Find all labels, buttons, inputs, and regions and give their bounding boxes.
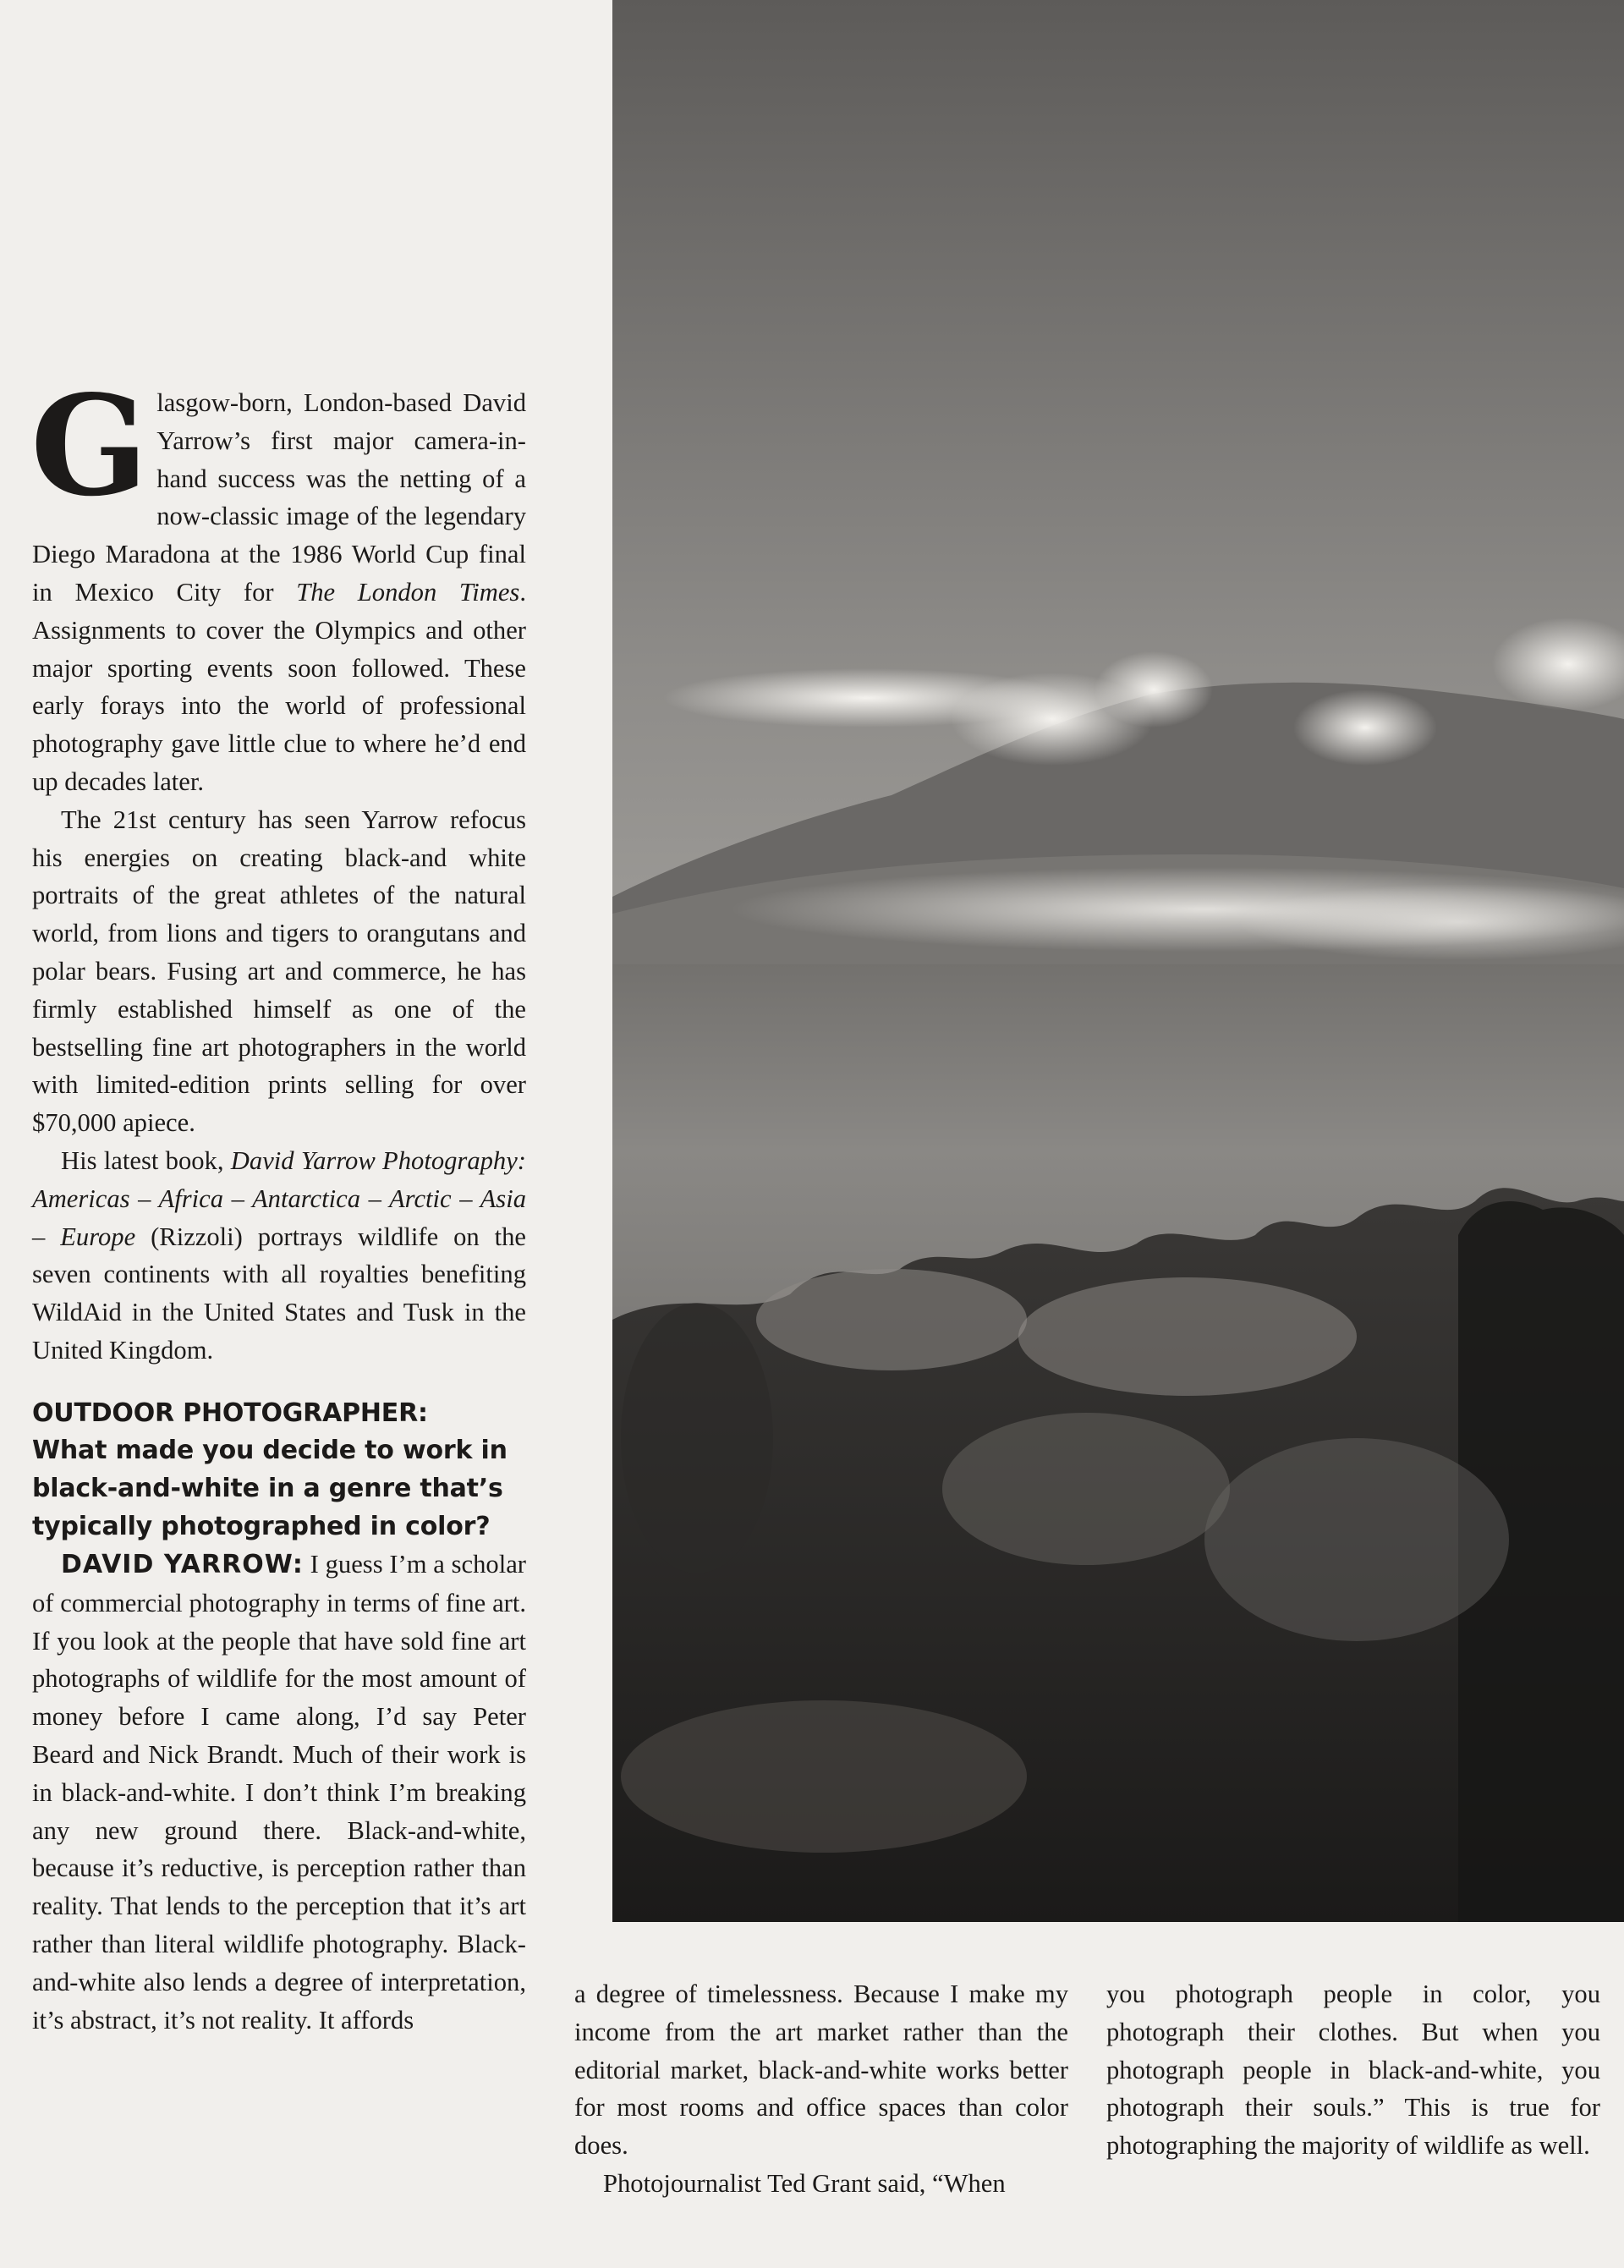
- answer-text-col3: you photograph people in color, you photograph their clothes. But when you photograph people in black-and-white, you photograph their souls.” This is true for photographing the majority of wildlife as well.: [1106, 1980, 1600, 2161]
- article-column-2: [574, 1975, 1068, 2203]
- intro-text: lasgow-born, London-based David Yarrow’s first major camera-in-hand success was the netting of a now-classic image of the legendary Diego Maradona at the 1986 World Cup final in Mexico City for: [32, 388, 526, 607]
- answer-text-col1: I guess I’m a scholar of commercial photography in terms of fine art. If you look at the people that have sold fine art photographs of wildlife for the most amount of money before I came along, I’d say Peter Beard and Nick Brandt. Much of their work is in black-and-white. I don’t think I’m breaking any new ground there. Black-and-white, because it’s reductive, is perception rather than reality. That lends to the perception that it’s art rather than literal wildlife photography. Black-and-white also lends a degree of interpretation, it’s abstract, it’s not reality. It affords: [32, 1550, 526, 2035]
- paragraph-3-start: His latest book,: [61, 1145, 231, 1175]
- paragraph-2: The 21st century has seen Yarrow refocus his energies on creating black-and white portraits of the great athletes of the natural world, from lions and tigers to orangutans and polar bears. Fusing art and commerce, he has firmly established himself as one of the bestselling fine art photographers in the world with limited-edition prints selling for over $70,000 apiece.: [32, 805, 526, 1138]
- answer-speaker: DAVID YARROW:: [61, 1550, 304, 1580]
- interview-question: [32, 1395, 526, 2040]
- question-text: What made you decide to work in black-and-white in a genre that’s typically photographed in color?: [32, 1436, 508, 1541]
- answer-text-col2-para2: Photojournalist Ted Grant said, “When: [603, 2168, 1006, 2198]
- answer-paragraph: [32, 1546, 526, 2039]
- book-title: David Yarrow Photography: Americas – Africa – Antarctica – Arctic – Asia – Europe: [32, 1145, 526, 1251]
- mountain-bush-image: [612, 0, 1624, 1922]
- article-column-1: [30, 365, 526, 2039]
- paragraph-3: [32, 1142, 526, 1370]
- question-block: [32, 1395, 526, 1546]
- question-speaker: OUTDOOR PHOTOGRAPHER:: [32, 1398, 428, 1428]
- publication-title: The London Times: [296, 577, 520, 607]
- intro-paragraph: [30, 365, 526, 801]
- intro-text-end: . Assignments to cover the Olympics and other major sporting events soon followed. These early forays into the world of professional photography gave little clue to where he’d end up decades later.: [32, 577, 526, 796]
- article-column-3: [1106, 1975, 1600, 2165]
- answer-text-col2: a degree of timelessness. Because I make my income from the art market rather than the editorial market, black-and-white works better for most rooms and office spaces than color does.: [574, 1980, 1068, 2161]
- landscape-photo: [612, 0, 1624, 1922]
- paragraph-3-end: (Rizzoli) portrays wildlife on the seven continents with all royalties benefiting WildAid in the United States and Tusk in the United Kingdom.: [32, 1222, 526, 1365]
- drop-cap: G: [30, 365, 145, 527]
